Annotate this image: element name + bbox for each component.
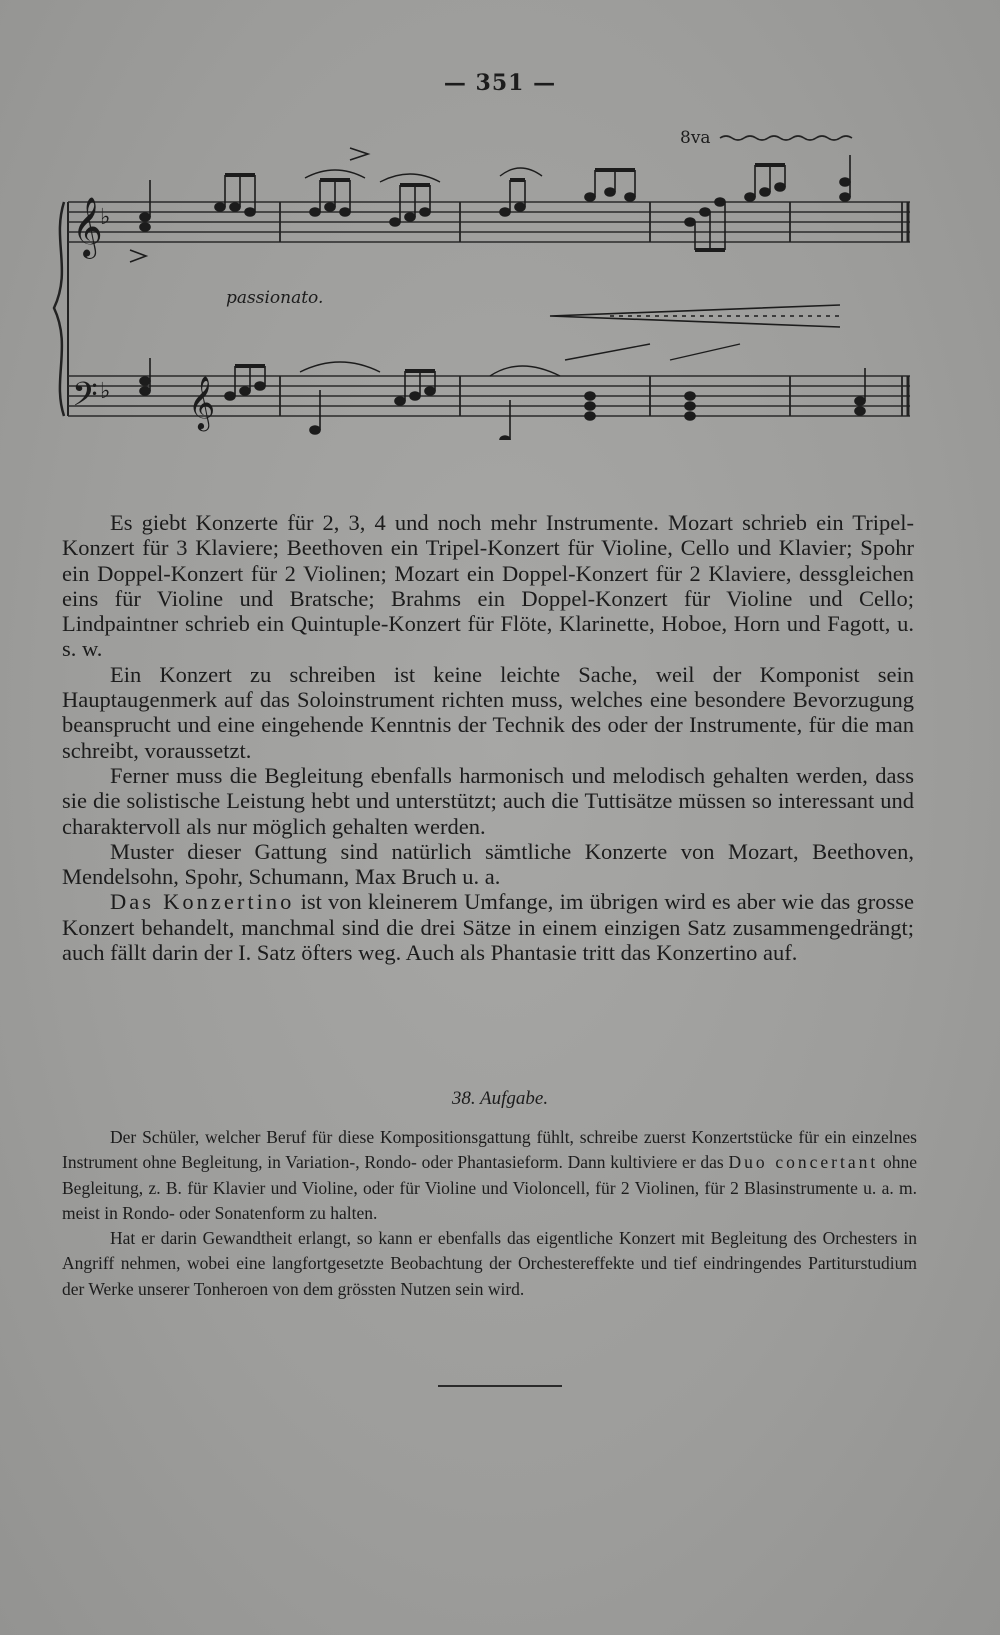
closing-rule: [438, 1385, 562, 1387]
exercise-text: [62, 1125, 917, 1302]
body-paragraph: Muster dieser Gattung sind natürlich sämtliche Konzerte von Mozart, Beethoven, Mendelsohn, Spohr, Schumann, Max Bruch u. a.: [62, 838, 914, 890]
svg-text:♭: ♭: [100, 379, 111, 404]
exercise-paragraph: [62, 1125, 917, 1226]
bass-clef-icon: 𝄢: [72, 376, 98, 422]
body-paragraph: Ferner muss die Begleitung ebenfalls harmonisch und melodisch gehalten werden, dass sie die solistische Leistung hebt und unterstützt; auch die Tuttisätze müssen so interessant und charaktervoll als nur möglich gehalten werden.: [62, 762, 914, 839]
ottava-mark: 8va: [680, 128, 711, 148]
duo-concertant-term: Duo concertant: [728, 1152, 879, 1173]
treble-clef-icon: 𝄞: [72, 197, 103, 257]
konzertino-term: Das Konzertino: [110, 889, 295, 915]
konzertino-text: ist von kleinerem Umfange, im übrigen wird es aber wie das grosse Konzert behandelt, manchmal sind die drei Sätze in einem einzigen Satz zusammengedrängt; auch fällt darin der I. Satz öfters weg. Auch als Phantasie tritt das Konzertino auf.: [62, 889, 914, 966]
grand-staff: [50, 140, 950, 440]
page-number: — 351 —: [443, 70, 557, 96]
expression-marking: passionato.: [226, 288, 324, 308]
treble-clef-icon: 𝄞: [188, 375, 216, 429]
exercise-title: 38. Aufgabe.: [451, 1088, 549, 1109]
body-paragraph: Ein Konzert zu schreiben ist keine leichte Sache, weil der Komponist sein Hauptaugenmerk auf das Soloinstrument richten muss, welches eine besondere Bevorzugung beansprucht und eine eingehende Kenntnis der Technik des oder der Instrumente, für die man schreibt, voraussetzt.: [62, 661, 914, 763]
brace-icon: [54, 202, 64, 416]
body-text: [62, 510, 914, 965]
exercise-paragraph: Hat er darin Gewandtheit erlangt, so kann er ebenfalls das eigentliche Konzert mit Begleitung des Orchesters in Angriff nehmen, wobei eine langfortgesetzte Beobachtung der Orchestereffekte und tief eindringendes Partiturstudium der Werke unserer Tonheroen von dem grössten Nutzen sein wird.: [62, 1228, 917, 1299]
music-score: [50, 120, 950, 480]
body-paragraph-konzertino: [62, 889, 914, 965]
exercise-text-part: Der Schüler, welcher Beruf für diese Kompositionsgattung fühlt, schreibe zuerst Konzertstücke für ein einzelnes Instrument ohne Begleitung, in Variation-, Rondo- oder Phantasieform. Dann kultiviere er das: [62, 1127, 917, 1173]
svg-text:♭: ♭: [100, 205, 111, 230]
crescendo-hairpin-icon: [550, 305, 840, 327]
body-paragraph: Es giebt Konzerte für 2, 3, 4 und noch mehr Instrumente. Mozart schrieb ein Tripel-Konzert für 3 Klaviere; Beethoven ein Tripel-Konzert für Violine, Cello und Klavier; Spohr ein Doppel-Konzert für 2 Violinen; Mozart ein Doppel-Konzert für 2 Klaviere, dessgleichen eins für Violine und Bratsche; Brahms ein Doppel-Konzert für Violine und Cello; Lindpaintner schrieb ein Quintuple-Konzert für Flöte, Klarinette, Hoboe, Horn und Fagott, u. s. w.: [62, 510, 914, 662]
exercise-text-part: ohne Begleitung, z. B. für Klavier und Violine, oder für Violine und Violoncell, für 2 Violinen, für 2 Blasinstrumente u. a. m. meist in Rondo- oder Sonatenform zu halten.: [62, 1152, 917, 1223]
